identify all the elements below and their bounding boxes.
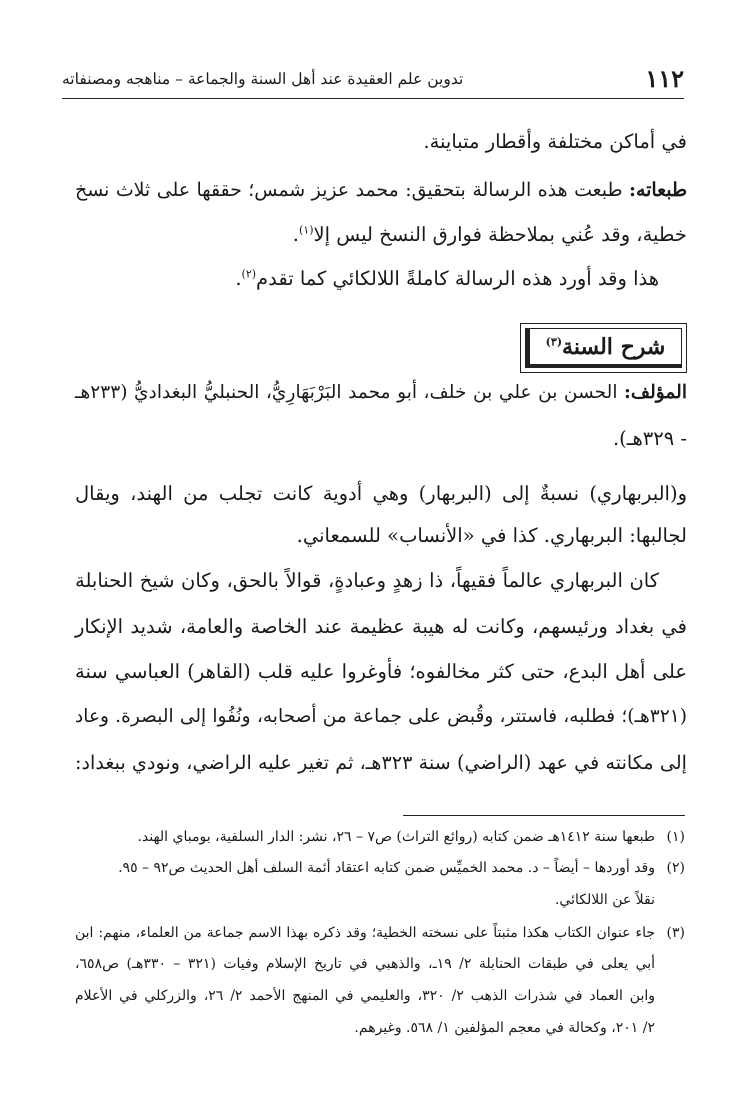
paragraph-line: في أماكن مختلفة وأقطار متباينة. bbox=[423, 130, 687, 153]
lalkai-end: . bbox=[235, 267, 242, 290]
section-title-text: شرح السنة bbox=[562, 333, 666, 360]
section-title-frame bbox=[525, 328, 682, 368]
footnote-3-cont: وابن العماد في شذرات الذهب ٢/ ٣٢٠، والعليمي في المنهج الأحمد ٢/ ٢٦، والزركلي في الأعلام bbox=[75, 988, 656, 1004]
nisba-line-2: لجالبها: البربهاري. كذا في «الأنساب» للسمعاني. bbox=[296, 524, 687, 547]
editions-line bbox=[75, 177, 687, 203]
author-name: الحسن بن علي بن خلف، أبو محمد البَرْبَهَارِيُّ، الحنبليُّ البغداديُّ (٢٣٣هـ bbox=[75, 382, 625, 403]
footnote-text: وقد أوردها – أيضاً – د. محمد الخميِّس ضمن كتابه اعتقاد أئمة السلف أهل الحديث ص٩٢ – ٩٥. bbox=[118, 860, 655, 876]
bio-line-5: إلى مكانته في عهد (الراضي) سنة ٣٢٣هـ، ثم تغير عليه الراضي، ونودي ببغداد: bbox=[75, 751, 687, 774]
nisba-line-1: و(البربهاري) نسبةٌ إلى (البربهار) وهي أدوية كانت تجلب من الهند، ويقال bbox=[75, 482, 687, 505]
lalkai-text: هذا وقد أورد هذه الرسالة كاملةً اللالكائي كما تقدم bbox=[256, 267, 659, 290]
editions-label: طبعاته: bbox=[629, 179, 687, 201]
footnote-number: (١) bbox=[666, 829, 685, 845]
footnote-3 bbox=[75, 922, 685, 944]
author-label: المؤلف: bbox=[624, 382, 687, 403]
footnote-number: (٢) bbox=[666, 860, 685, 876]
bio-line-1: كان البربهاري عالماً فقيهاً، ذا زهدٍ وعبادةٍ، قوالاً بالحق، وكان شيخ الحنابلة bbox=[75, 569, 659, 592]
page-header bbox=[62, 60, 684, 96]
bio-line-4: (٣٢١هـ)؛ فطلبه، فاستتر، وقُبض على جماعة من أصحابه، ونُفُوا إلى البصرة. وعاد bbox=[75, 706, 687, 727]
footnote-ref-1: (١) bbox=[299, 223, 314, 237]
footnote-3-cont: ٢/ ٢٠١، وكحالة في معجم المؤلفين ١/ ٥٦٨. وغيرهم. bbox=[354, 1020, 655, 1036]
paragraph-line bbox=[75, 266, 659, 292]
footnote-2-cont: نقلاً عن اللالكائي. bbox=[554, 892, 655, 908]
editions-line-2 bbox=[75, 222, 687, 248]
footnote-text: جاء عنوان الكتاب هكذا مثبتاً على نسخته الخطية؛ وقد ذكره بهذا الاسم جماعة من العلماء، منهم: ابن bbox=[75, 925, 655, 941]
footnote-separator bbox=[403, 815, 685, 816]
editions-text: طبعت هذه الرسالة بتحقيق: محمد عزيز شمس؛ حققها على ثلاث نسخ bbox=[75, 179, 630, 201]
header-rule bbox=[62, 98, 684, 99]
author-line bbox=[75, 380, 687, 406]
editions-end: . bbox=[292, 223, 299, 246]
footnote-3-cont: أبي يعلى في طبقات الحنابلة ٢/ ١٩ـ، والذهبي في تاريخ الإسلام وفيات (٣٢١ – ٣٣٠هـ) ص٦٥٨، bbox=[75, 956, 656, 972]
author-dates: - ٣٢٩هـ). bbox=[612, 427, 687, 450]
footnote-number: (٣) bbox=[666, 925, 685, 941]
editions-text-2: خطية، وقد عُني بملاحظة فوارق النسخ ليس إلا bbox=[313, 223, 687, 246]
section-title bbox=[546, 334, 666, 360]
footnote-1 bbox=[75, 826, 685, 848]
bio-line-3: على أهل البدع، حتى كثر مخالفوه؛ فأوغروا عليه قلب (القاهر) العباسي سنة bbox=[75, 660, 687, 683]
running-title: تدوين علم العقيدة عند أهل السنة والجماعة – مناهجه ومصنفاته bbox=[62, 70, 464, 88]
footnote-text: طبعها سنة ١٤١٢هـ ضمن كتابه (روائع التراث) ص٧ – ٢٦، نشر: الدار السلفية، بومباي الهند. bbox=[137, 829, 655, 845]
section-title-box bbox=[520, 323, 687, 373]
footnote-2 bbox=[75, 857, 685, 879]
footnote-ref-2: (٢) bbox=[241, 267, 257, 281]
bio-line-2: في بغداد ورئيسهم، وكانت له هيبة عظيمة عند الخاصة والعامة، شديد الإنكار bbox=[75, 615, 687, 638]
page-number: ١١٢ bbox=[645, 64, 684, 93]
footnote-ref-3: (٣) bbox=[545, 335, 563, 349]
